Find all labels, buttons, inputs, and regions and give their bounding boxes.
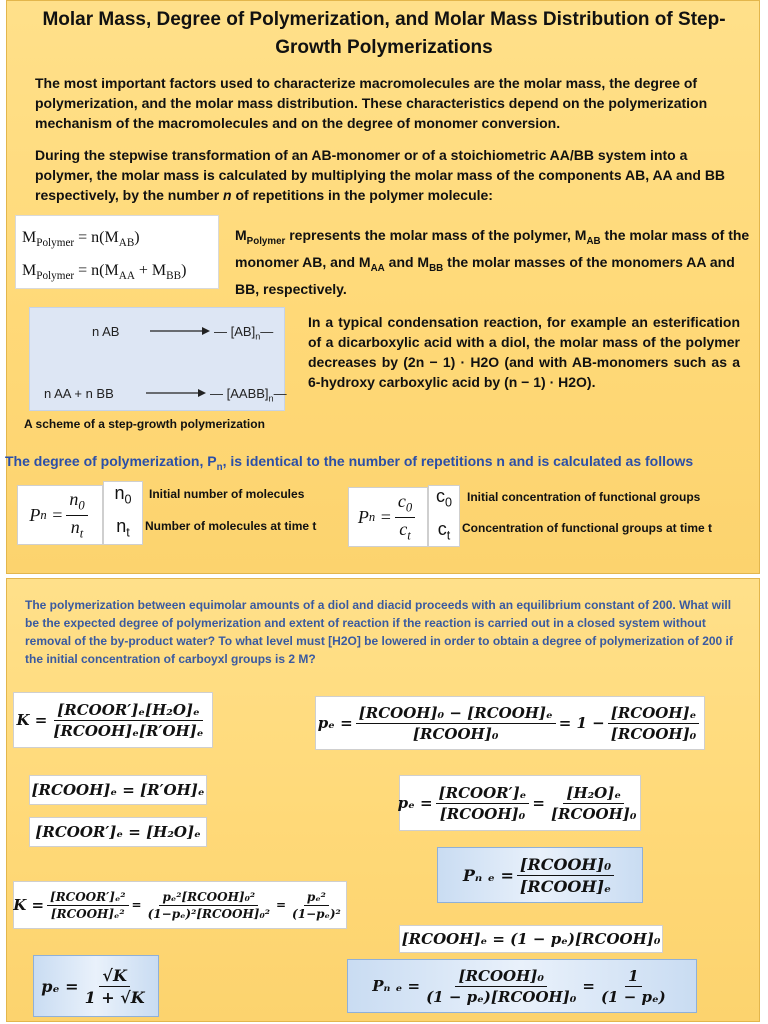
pe-def-fraction-1 [356, 704, 556, 743]
pne-final-fraction-1 [423, 967, 579, 1006]
scheme-r1-tail: — [260, 324, 274, 339]
eq1-rhs-sub: AB [118, 237, 135, 250]
acid-equilibrium-eq: [RCOOH]ₑ = (1 − pₑ)[RCOOH]₀ [399, 925, 663, 953]
k-expand-num1: [RCOOR′]ₑ² [47, 890, 129, 906]
arrow-icon [150, 324, 210, 341]
dp-heading [5, 453, 761, 473]
pe-sqrt-lhs: pₑ = [41, 976, 79, 996]
k-def-fraction [50, 701, 206, 740]
symbol-c0 [436, 483, 452, 516]
eq2-close: ) [181, 262, 187, 280]
k-expand-eq2: = [275, 898, 287, 912]
eq2-lhs: M [22, 262, 37, 280]
pe-ratio-eq: = [532, 794, 545, 812]
desc-t1: represents the molar mass of the polymer, M [285, 227, 587, 243]
condensation-text: In a typical condensation reaction, for example an esterification of a dicarboxylic acid with a diol, the molar mass of the polymer decreases by (2n − 1) · H2O (and with AB-monomers such as a 6-hydroxy carboxylic acid by (n − 1) · H2O). [308, 314, 740, 390]
k-expand-fraction-3 [289, 890, 344, 921]
dp-equation-molecules: P n = $\frac{n_0}{n_t}$ [17, 485, 103, 545]
symbol-nt-desc: Number of molecules at time t [145, 519, 317, 533]
dp-equation-concentration: P n = $\frac{c_0}{c_t}$ [348, 487, 428, 547]
page-title: Molar Mass, Degree of Polymerization, and Molar Mass Distribution of Step-Growth Polymerizations [42, 9, 726, 58]
pe-ratio-lhs: pₑ = [397, 794, 433, 812]
problem-panel [6, 578, 760, 1022]
pe-def-fraction-2 [608, 704, 700, 743]
eq2-rhs-a: = n(M [78, 262, 119, 280]
sym-c0: c [435, 486, 445, 507]
equilibrium-constant-eq [13, 692, 213, 748]
pne-final-num2: 1 [625, 967, 641, 987]
symbol-c0-desc: Initial concentration of functional groups [467, 490, 701, 504]
dp-eq1-num-sub: 0 [78, 498, 85, 513]
pe-ratio-num1: [RCOOR′]ₑ [436, 784, 530, 804]
pne-final-den1: (1 − pₑ)[RCOOH]₀ [426, 987, 577, 1006]
sym-nt-sub: t [126, 525, 130, 540]
dp-eq2-num-sub: 0 [405, 500, 413, 515]
sym-c0-sub: 0 [444, 496, 452, 510]
intro-paragraph-1: The most important factors used to characterize macromolecules are the molar mass, the degree of polymerization, and the molar mass distribution. These characteristics depend on the polymerization mechanism of the macromolecules and on the degree of monomer conversion. [35, 75, 708, 131]
desc-m3-sub: AA [370, 262, 385, 274]
pe-sqrt-fraction [82, 966, 148, 1007]
desc-t3: and M [384, 253, 430, 270]
k-expand-den2: (1−pₑ)²[RCOOH]₀² [147, 906, 270, 921]
k-expand-fraction-2 [145, 890, 273, 921]
dp-eq1-den-sub: t [79, 526, 84, 541]
symbol-nt [116, 513, 130, 546]
dp-symbols2-box [428, 485, 460, 547]
problem-statement: The polymerization between equimolar amounts of a diol and diacid proceeds with an equilibrium constant of 200. What will be the expected degree of polymerization and extent of reaction if the reaction is carried out in a closed system without removal of the by-product water? To what level must [H2O] be lowered in order to obtain a degree of polymerization of 200 if the initial concentration of carboyxl groups is 2 M? [25, 598, 733, 666]
molar-mass-equations-box [15, 215, 219, 289]
desc-m1: M [235, 227, 247, 243]
scheme-r2-sub: n [268, 393, 274, 404]
scheme-r1-right: — [AB] [214, 324, 256, 339]
dp-eq2-num: c [397, 490, 406, 511]
molar-mass-eq-aabb [22, 257, 212, 290]
k-def-num: [RCOOR′]ₑ[H₂O]ₑ [54, 701, 203, 721]
dp-eq2-fraction [395, 491, 415, 543]
degree-polymerization-eq [437, 847, 643, 903]
k-expand-num3: pₑ² [304, 890, 329, 906]
dp-eq1-lhs: P [29, 504, 41, 525]
scheme-reaction-ab [92, 324, 274, 342]
dp-symbols1-box [103, 481, 143, 545]
arrow-icon [146, 386, 206, 403]
scheme-r2-right: — [AABB] [210, 386, 269, 401]
equilibrium-expansion-eq [13, 881, 347, 929]
pe-ratio-fraction-2 [548, 784, 639, 823]
pne-final-fraction-2 [598, 967, 669, 1006]
theory-panel [6, 0, 760, 574]
extent-of-reaction-eq [315, 696, 705, 750]
dp-eq1-num: n [69, 488, 79, 509]
extent-sqrt-eq [33, 955, 159, 1017]
desc-t4: the molar masses of the monomers AA and BB, respectively. [235, 253, 735, 297]
pne-final-lhs: Pₙ ₑ = [372, 977, 421, 995]
dp-eq2-den: c [399, 518, 408, 539]
pe-def-den1: [RCOOH]₀ [412, 724, 499, 743]
pe-ratio-den2: [RCOOH]₀ [550, 804, 637, 823]
sym-ct: c [437, 519, 447, 539]
intro-paragraph-2-tail: of repetitions in the polymer molecule: [231, 187, 493, 203]
pe-def-lhs: pₑ = [317, 714, 353, 732]
eq1-rhs: = n(M [78, 229, 119, 246]
scheme-reaction-aabb [44, 386, 287, 404]
desc-m1-sub: Polymer [246, 235, 286, 247]
step-growth-scheme [29, 307, 285, 411]
k-def-den: [RCOOH]ₑ[R′OH]ₑ [53, 721, 204, 740]
pe-ratio-den1: [RCOOH]₀ [439, 804, 526, 823]
dp-heading-sub: n [216, 461, 223, 473]
dp-eq2-den-sub: t [407, 528, 411, 543]
scheme-r2-product [210, 386, 287, 404]
pe-def-den2: [RCOOH]₀ [610, 724, 697, 743]
pe-ratio-fraction-1 [436, 784, 530, 823]
molar-mass-eq-ab [22, 224, 212, 257]
scheme-r1-sub: n [255, 331, 261, 342]
eq1-close: ) [134, 229, 140, 246]
symbol-ct-desc: Concentration of functional groups at time t [462, 521, 712, 535]
pne-final-num1: [RCOOH]₀ [455, 967, 546, 987]
scheme-r2-tail: — [273, 386, 287, 401]
extent-ratio-eq [399, 775, 641, 831]
acid-alcohol-equality: [RCOOH]ₑ = [R′OH]ₑ [29, 775, 207, 805]
pe-def-num1: [RCOOH]₀ − [RCOOH]ₑ [356, 704, 556, 724]
eq2-lhs-sub: Polymer [36, 270, 75, 283]
dp-heading-text: The degree of polymerization, P [5, 453, 217, 469]
sym-n0-sub: 0 [124, 493, 132, 507]
k-def-lhs: K = [16, 711, 48, 729]
k-expand-fraction-1 [47, 890, 129, 921]
intro-paragraph-2-text: During the stepwise transformation of an AB-monomer or of a stoichiometric AA/BB system into a polymer, the molar mass is calculated by multiplying the molar mass of the components AB, AA and BB respectively, by the number [35, 147, 726, 203]
degree-polymerization-final-eq [347, 959, 697, 1013]
dp-eq2-lhs-sub: n [368, 509, 376, 524]
k-expand-lhs: K = [13, 896, 45, 914]
eq2-rhs-sub-b: BB [166, 270, 182, 283]
molar-mass-description [235, 225, 750, 299]
desc-m2-sub: AB [586, 235, 601, 247]
pne-final-eq: = [582, 977, 595, 995]
eq2-rhs-sub-a: AA [118, 270, 135, 283]
dp-eq1-den: n [70, 516, 80, 537]
pne-def-num: [RCOOH]₀ [517, 855, 614, 876]
dp-heading-post: , is identical to the number of repetitions n and is calculated as follows [222, 453, 694, 469]
pe-def-num2: [RCOOH]ₑ [608, 704, 700, 724]
pe-sqrt-den: 1 + √K [84, 987, 145, 1007]
eq1-lhs: M [22, 229, 37, 246]
pe-ratio-num2: [H₂O]ₑ [563, 784, 624, 804]
sym-n0: n [114, 483, 125, 504]
pne-def-den: [RCOOH]ₑ [519, 876, 612, 896]
intro-paragraph-2-var: n [223, 187, 232, 203]
symbol-n0 [114, 480, 131, 513]
dp-eq1-fraction [66, 489, 87, 541]
scheme-r1-product [214, 324, 273, 342]
k-expand-den1: [RCOOH]ₑ² [50, 906, 125, 921]
sym-ct-sub: t [446, 528, 451, 543]
scheme-r2-left: n AA + n BB [44, 386, 114, 401]
symbol-n0-desc: Initial number of molecules [149, 487, 305, 501]
intro-paragraph-2 [35, 145, 735, 205]
dp-eq1-lhs-sub: n [40, 507, 47, 522]
symbol-ct [438, 516, 451, 549]
pe-def-mid: = 1 − [558, 714, 605, 732]
eq1-lhs-sub: Polymer [36, 237, 75, 250]
pne-def-fraction [517, 855, 614, 896]
sym-nt: n [116, 516, 127, 536]
dp-eq2-lhs: P [357, 506, 369, 527]
pne-def-lhs: Pₙ ₑ = [462, 865, 514, 885]
desc-m4-sub: BB [429, 262, 444, 274]
scheme-caption: A scheme of a step-growth polymerization [24, 417, 265, 431]
scheme-r1-left: n AB [92, 324, 120, 339]
pne-final-den2: (1 − pₑ) [600, 987, 666, 1006]
k-expand-den3: (1−pₑ)² [292, 906, 341, 921]
ester-water-equality: [RCOOR′]ₑ = [H₂O]ₑ [29, 817, 207, 847]
eq2-plus: + M [134, 262, 167, 280]
k-expand-eq1: = [131, 898, 142, 912]
desc-t2: the molar mass of the monomer AB, and M [235, 227, 750, 270]
pe-sqrt-num: √K [99, 966, 129, 987]
k-expand-num2: pₑ²[RCOOH]₀² [159, 890, 258, 906]
